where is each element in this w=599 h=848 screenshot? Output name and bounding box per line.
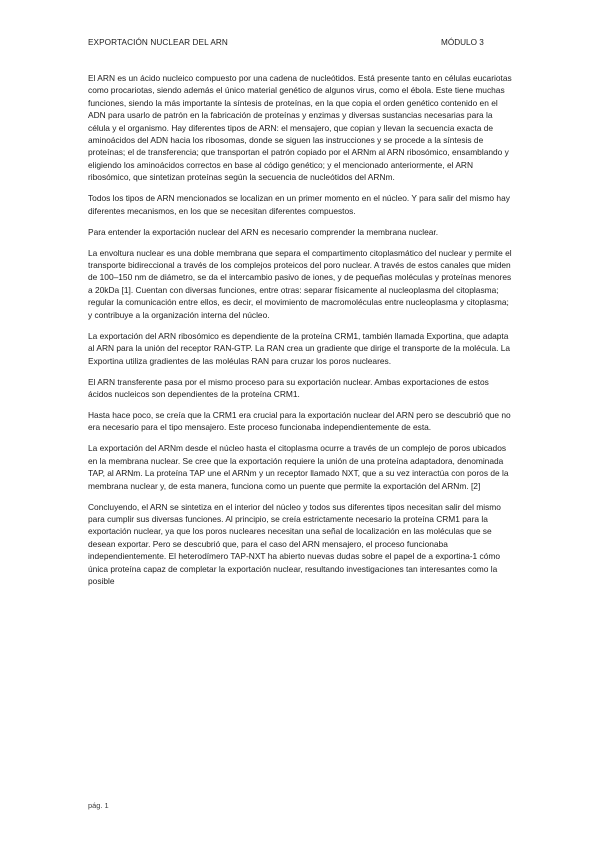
paragraph-rrna-export: La exportación del ARN ribosómico es dependiente de la proteína CRM1, también llamada Exportina, que adapta al ARN para la unión del receptor RAN-GTP. La RAN crea un gradiente que dirige el transporte de la molécula. La Exportina utiliza gradientes de las moléulas RAN para cruzar los poros nucleares. <box>88 330 511 366</box>
paragraph-crm1: Hasta hace poco, se creía que la CRM1 era crucial para la exportación nuclear del ARN pero se descubrió que no era necesario para el tipo mensajero. Este proceso funcionaba independientemente de esta. <box>88 409 511 433</box>
document-body <box>88 72 513 596</box>
paragraph-nuclear-envelope: La envoltura nuclear es una doble membrana que separa el compartimento citoplasmático del nuclear y permite el transporte bidireccional a través de los complejos proteicos del poro nuclear. A través de estos canales que miden de 100–150 nm de diámetro, se da el intercambio pasivo de iones, y de pequeñas moléculas y proteínas menores a 20kDa [1]. Cuentan con diversas funciones, entre otras: separar físicamente al nucleoplasma del citoplasma; regular la comunicación entre ellos, es decir, el movimiento de macromoléculas entre nucleoplasma y citoplasma; y contribuye a la organización interna del núcleo. <box>88 247 512 320</box>
module-label: MÓDULO 3 <box>441 38 484 47</box>
paragraph-trna-export: El ARN transferente pasa por el mismo proceso para su exportación nuclear. Ambas exportaciones de estos ácidos nucleicos son dependientes de la proteína CRM1. <box>88 376 489 399</box>
paragraph-intro: El ARN es un ácido nucleico compuesto por una cadena de nucleótidos. Está presente tanto en células eucariotas como procariotas, siendo además el único material genético de algunos virus, como el ébola. Este tiene muchas funciones, siendo la más importante la síntesis de proteínas, en la que copia el orden genético contenido en el ADN para usarlo de patrón en la fabricación de proteínas y enzimas y diversas sustancias necesarias para la célula y el organismo. Hay diferentes tipos de ARN: el mensajero, que copian y llevan la secuencia exacta de aminoácidos del ADN hacia los ribosomas, donde se siguen las instrucciones y se procede a la síntesis de proteínas; el de transferencia; que transportan el patrón copiado por el ARNm al ARN ribosómico, ensamblando y eligiendo los aminoácidos correctos en base al código genético; y el mencionado anteriormente, el ARN ribosómico, que sintetizan proteínas según la secuencia de nucleótidos del ARNm. <box>88 73 512 183</box>
page-number: pág. 1 <box>88 801 109 810</box>
paragraph-localization: Todos los tipos de ARN mencionados se localizan en un primer momento en el núcleo. Y para salir del mismo hay diferentes mecanismos, en los que se necesitan diferentes compuestos. <box>88 193 510 216</box>
paragraph-membrane-intro: Para entender la exportación nuclear del ARN es necesario comprender la membrana nuclear. <box>88 226 439 237</box>
paragraph-conclusion: Concluyendo, el ARN se sintetiza en el interior del núcleo y todos sus diferentes tipos necesitan salir del mismo para cumplir sus diversas funciones. Al principio, se creía estrictamente necesario la proteína CRM1 para la exportación nuclear, ya que los poros nucleares necesitan una señal de localización en las moléculas que se desean exportar. Pero se descubrió que, para el caso del ARN mensajero, el proceso funcionaba independientemente. El heterodímero TAP-NXT ha abierto nuevas dudas sobre el papel de a exportina-1 cómo única proteína capaz de completar la exportación nuclear, resultando investigaciones tan interesantes como la posible <box>88 501 501 586</box>
paragraph-mrna-export: La exportación del ARNm desde el núcleo hasta el citoplasma ocurre a través de un complejo de poros ubicados en la membrana nuclear. Se cree que la exportación requiere la unión de una proteína adaptadora, denominada TAP, al ARNm. La proteína TAP une el ARNm y un receptor llamado NXT, que a su vez interactúa con poros de la membrana nuclear y, de esta manera, funciona como un puente que permite la exportación del ARNm. [2] <box>88 443 509 491</box>
document-title: EXPORTACIÓN NUCLEAR DEL ARN <box>88 38 228 47</box>
